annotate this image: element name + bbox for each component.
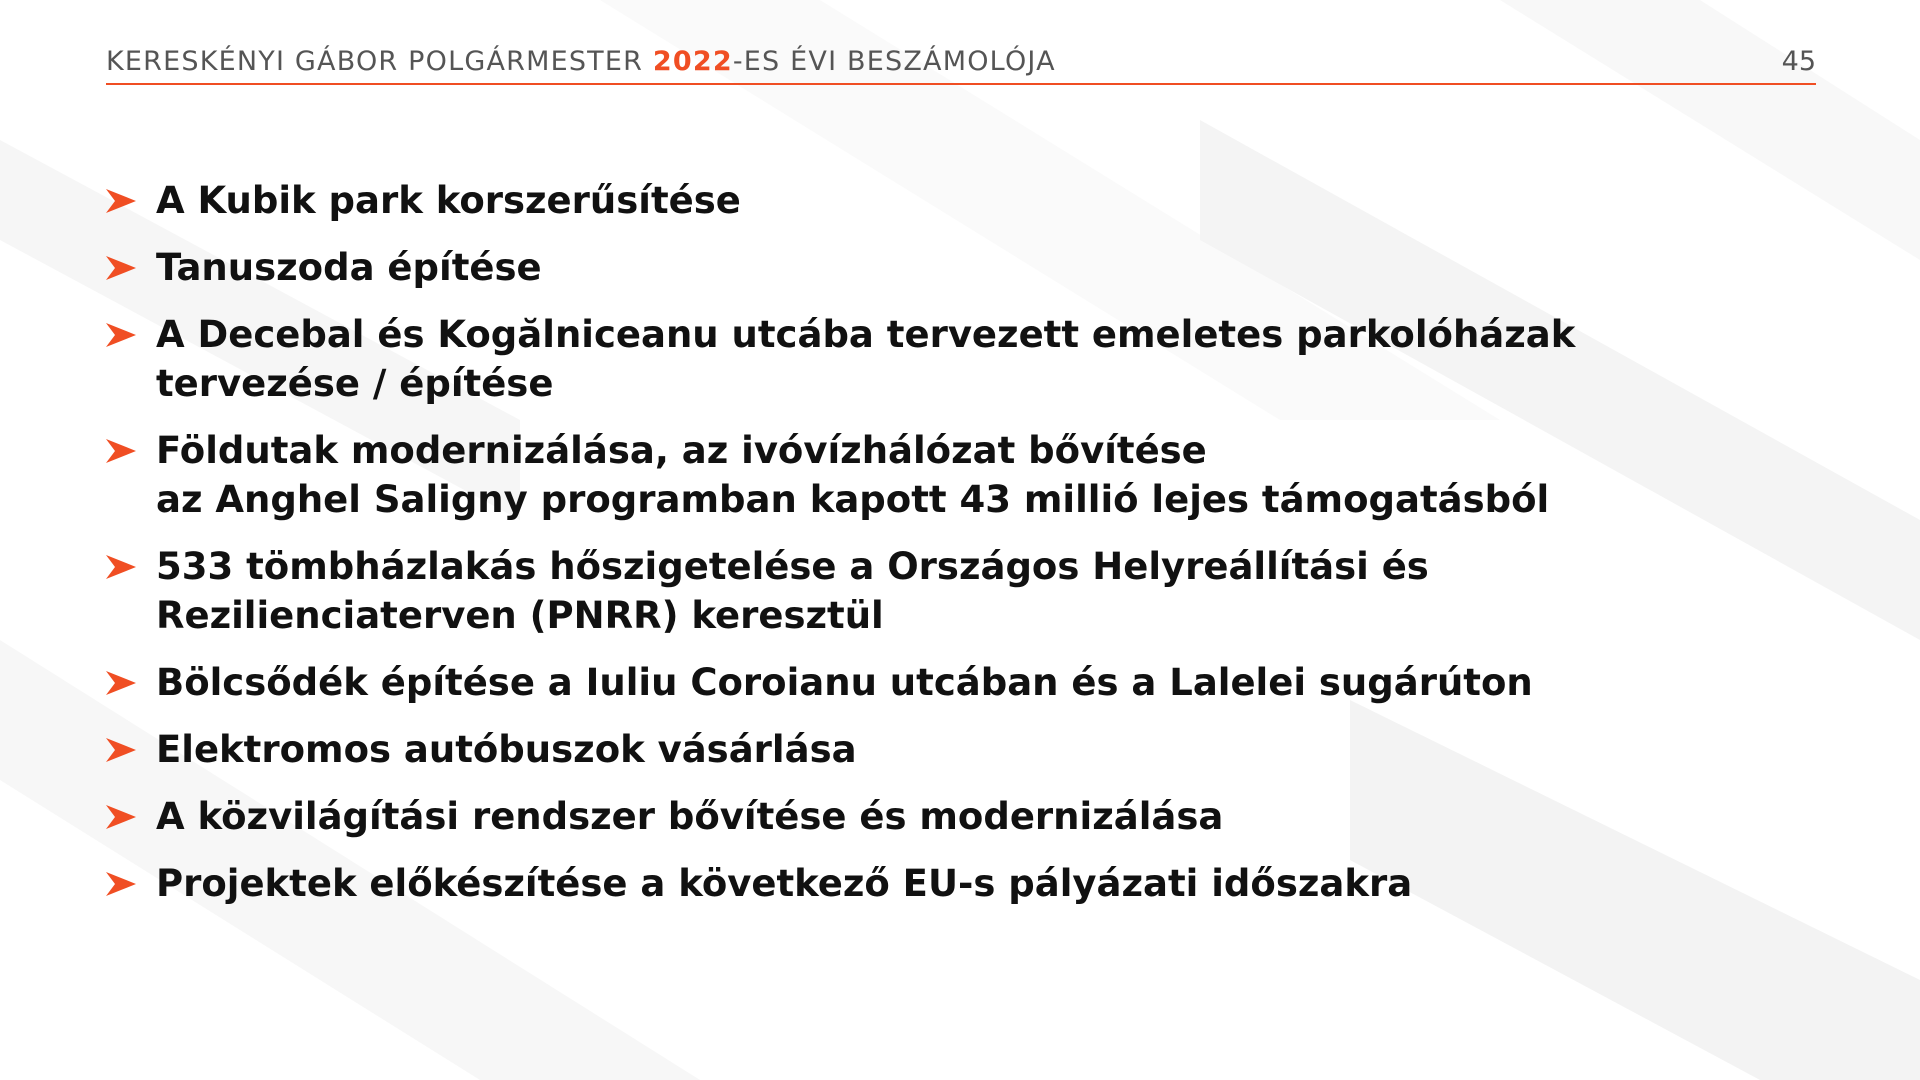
list-item	[106, 310, 1806, 408]
report-title-prefix: KERESKÉNYI GÁBOR POLGÁRMESTER	[106, 46, 653, 77]
report-title	[106, 44, 1056, 80]
list-item-text: Bölcsődék építése a Iuliu Coroianu utcában és a Lalelei sugárúton	[156, 661, 1533, 704]
chevron-right-icon	[106, 805, 136, 829]
list-item	[106, 426, 1806, 524]
list-item-text: az Anghel Saligny programban kapott 43 millió lejes támogatásból	[156, 478, 1550, 521]
project-list	[106, 176, 1806, 926]
header-divider	[106, 83, 1816, 85]
list-item-text: tervezése / építése	[156, 362, 554, 405]
list-item	[106, 725, 1806, 774]
report-year: 2022	[652, 46, 733, 77]
report-title-suffix: -ES ÉVI BESZÁMOLÓJA	[732, 46, 1056, 77]
chevron-right-icon	[106, 439, 136, 463]
slide-header	[106, 44, 1816, 84]
list-item-text: Földutak modernizálása, az ivóvízhálózat bővítése	[156, 429, 1207, 472]
chevron-right-icon	[106, 738, 136, 762]
list-item	[106, 658, 1806, 707]
list-item-text: 533 tömbházlakás hőszigetelése a Országos Helyreállítási és	[156, 545, 1429, 588]
chevron-right-icon	[106, 323, 136, 347]
list-item-text: A Kubik park korszerűsítése	[156, 179, 741, 222]
chevron-right-icon	[106, 671, 136, 695]
list-item	[106, 542, 1806, 640]
chevron-right-icon	[106, 256, 136, 280]
page-number: 45	[1781, 46, 1816, 77]
list-item-text: Projektek előkészítése a következő EU-s pályázati időszakra	[156, 862, 1413, 905]
list-item-text: Tanuszoda építése	[156, 246, 542, 289]
list-item	[106, 859, 1806, 908]
list-item-text: A közvilágítási rendszer bővítése és modernizálása	[156, 795, 1224, 838]
list-item	[106, 243, 1806, 292]
list-item-text: A Decebal és Kogălniceanu utcába tervezett emeletes parkolóházak	[156, 313, 1576, 356]
list-item-text: Elektromos autóbuszok vásárlása	[156, 728, 857, 771]
chevron-right-icon	[106, 189, 136, 213]
list-item	[106, 792, 1806, 841]
chevron-right-icon	[106, 872, 136, 896]
list-item	[106, 176, 1806, 225]
chevron-right-icon	[106, 555, 136, 579]
list-item-text: Rezilienciaterven (PNRR) keresztül	[156, 594, 884, 637]
